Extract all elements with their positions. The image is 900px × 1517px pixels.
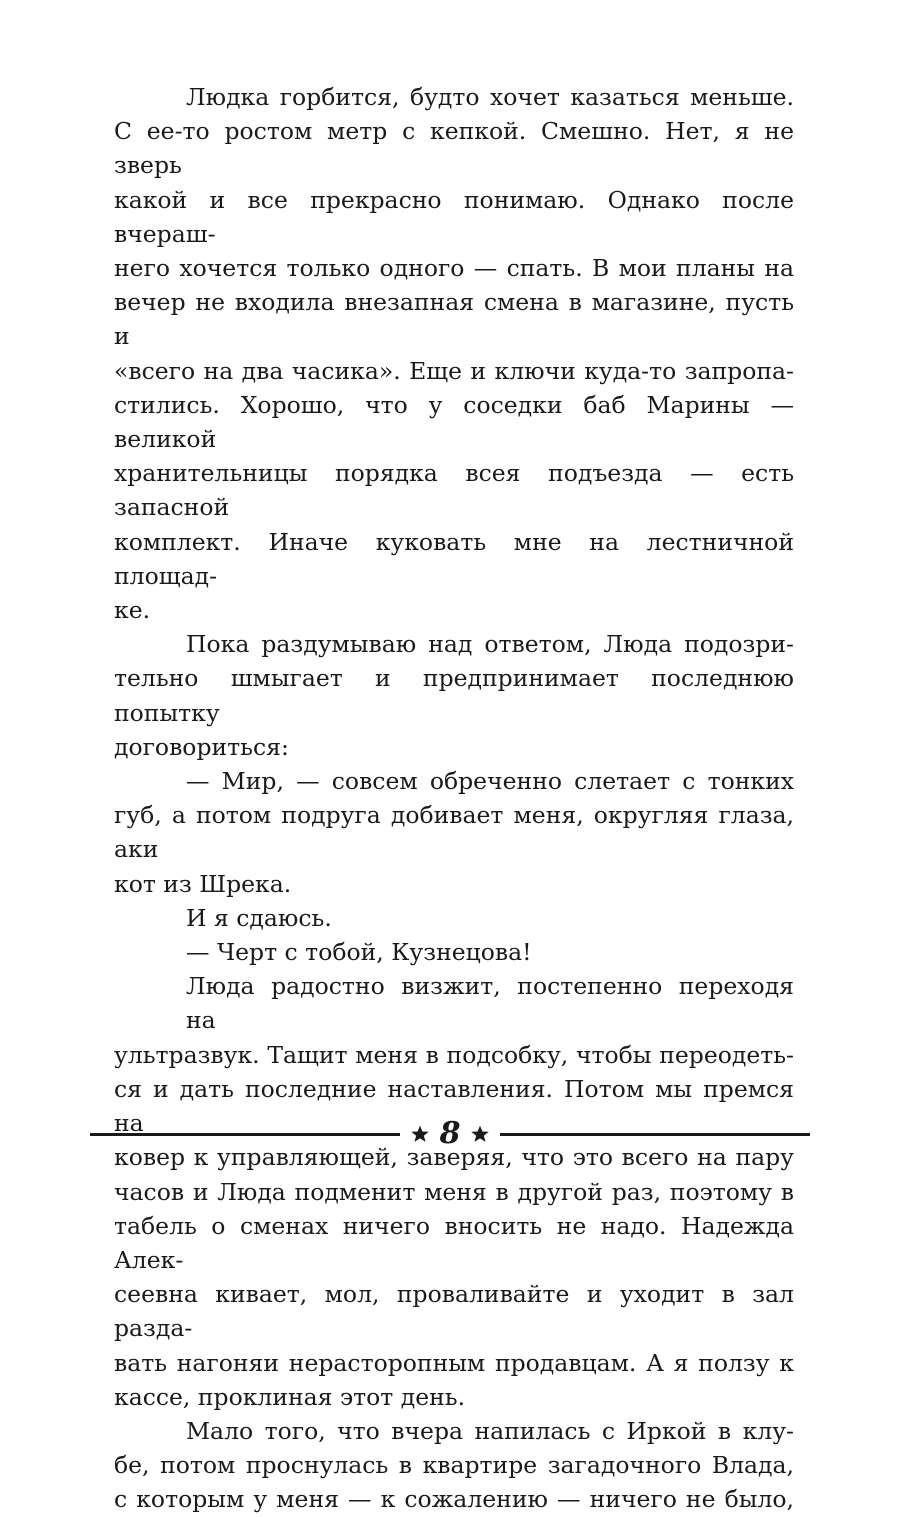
text-line: комплект. Иначе куковать мне на лестничной площад-: [114, 527, 794, 590]
star-icon: [410, 1124, 430, 1144]
text-line: ке.: [114, 596, 151, 625]
paragraph-5: [114, 935, 794, 969]
text-line: с которым у меня — к сожалению — ничего не было,: [114, 1485, 794, 1514]
text-line: сеевна кивает, мол, проваливайте и уходит в зал разда-: [114, 1280, 794, 1343]
page-number: 8: [439, 1116, 461, 1151]
paragraph-4: [114, 901, 794, 935]
text-line: бе, потом проснулась в квартире загадочного Влада,: [114, 1451, 794, 1480]
text-line: кот из Шрека.: [114, 869, 292, 898]
text-line: вечер не входила внезапная смена в магазине, пусть и: [114, 288, 794, 351]
text-line: хранительницы порядка всея подъезда — есть запасной: [114, 459, 794, 522]
text-line: договориться:: [114, 732, 289, 761]
text-line: И я сдаюсь.: [186, 903, 332, 932]
star-icon: [470, 1124, 490, 1144]
paragraph-2: [114, 627, 794, 764]
body-text: [114, 80, 794, 1517]
footer-rule-right: [500, 1133, 810, 1136]
page-number-ornament: [400, 1116, 501, 1151]
text-line: кассе, проклиная этот день.: [114, 1382, 466, 1411]
text-line: ковер к управляющей, заверяя, что это всего на пару: [114, 1143, 794, 1172]
text-line: тельно шмыгает и предпринимает последнюю попытку: [114, 664, 794, 727]
text-line: Пока раздумываю над ответом, Люда подозри-: [186, 630, 794, 659]
text-line: ультразвук. Тащит меня в подсобку, чтобы переодеть-: [114, 1040, 794, 1069]
text-line: ся и дать последние наставления. Потом мы премся на: [114, 1074, 794, 1138]
text-line: «всего на два часика». Еще и ключи куда-то запропа-: [114, 356, 794, 385]
paragraph-6: [114, 969, 794, 1414]
text-line: — Мир, — совсем обреченно слетает с тонких: [186, 767, 794, 796]
paragraph-7: [114, 1414, 794, 1517]
text-line: Людка горбится, будто хочет казаться меньше.: [186, 83, 794, 111]
text-line: Мало того, что вчера напилась с Иркой в клу-: [186, 1416, 794, 1445]
page-footer: [90, 1117, 810, 1151]
text-line: часов и Люда подменит меня в другой раз, поэтому в: [114, 1177, 794, 1206]
paragraph-1: [114, 80, 794, 627]
text-line: табель о сменах ничего вносить не надо. Надежда Алек-: [114, 1211, 794, 1274]
text-line: С ее-то ростом метр с кепкой. Смешно. Нет, я не зверь: [114, 117, 794, 180]
text-line: — Черт с тобой, Кузнецова!: [186, 938, 532, 967]
text-line: вать нагоняи нерасторопным продавцам. А я ползу к: [114, 1348, 794, 1377]
paragraph-3: [114, 764, 794, 901]
text-line: него хочется только одного — спать. В мои планы на: [114, 254, 794, 283]
text-line: Люда радостно визжит, постепенно переходя на: [186, 972, 794, 1035]
text-line: какой и все прекрасно понимаю. Однако после вчераш-: [114, 185, 794, 248]
text-line: стились. Хорошо, что у соседки баб Марины — великой: [114, 390, 794, 454]
text-line: губ, а потом подруга добивает меня, округляя глаза, аки: [114, 801, 794, 864]
footer-rule-left: [90, 1133, 400, 1136]
